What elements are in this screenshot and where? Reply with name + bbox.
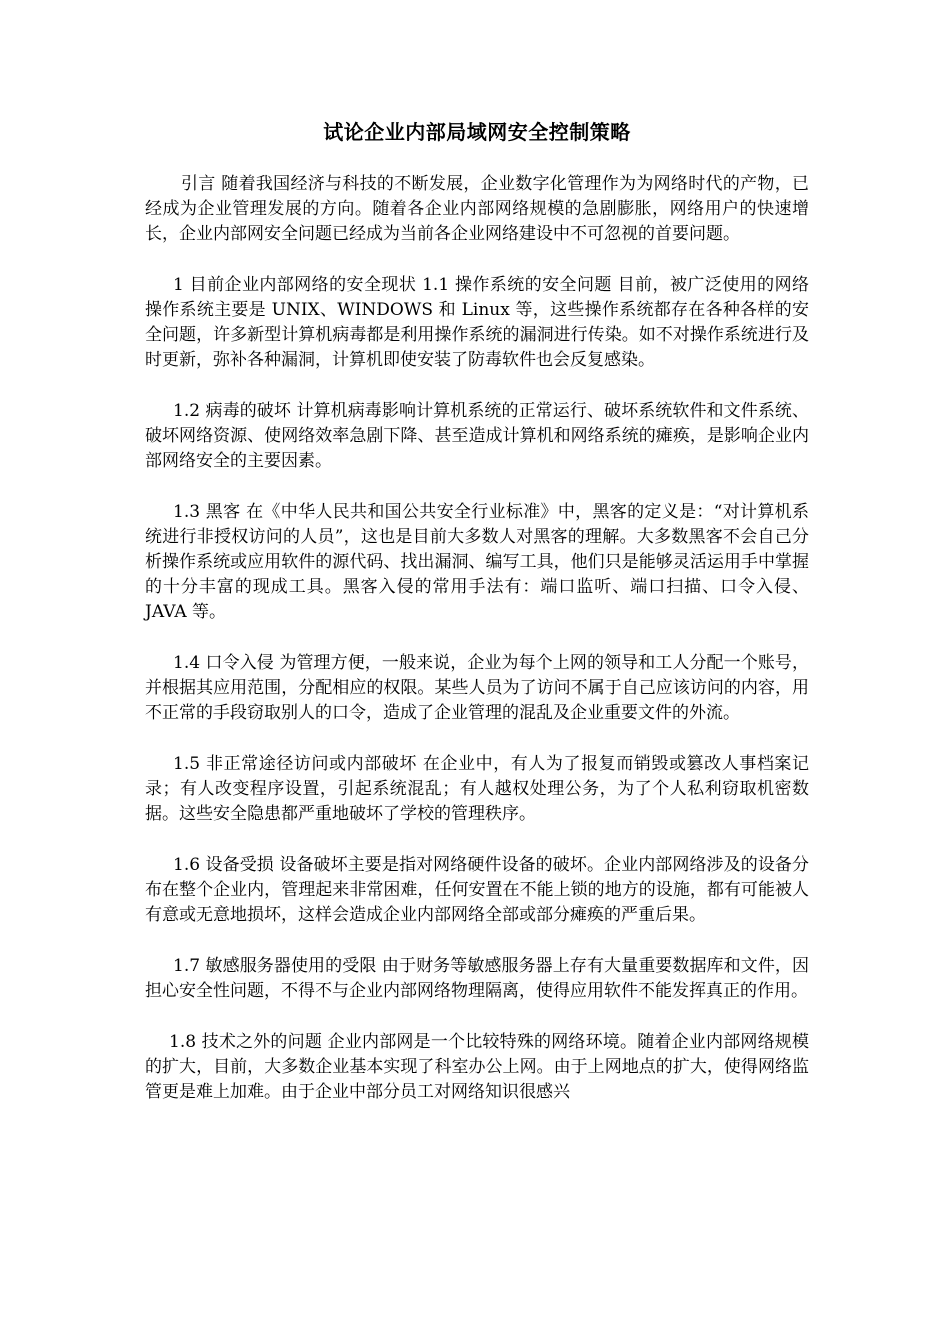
document-title: 试论企业内部局域网安全控制策略	[323, 120, 631, 144]
paragraph-1-1: 1 目前企业内部网络的安全现状 1.1 操作系统的安全问题 目前，被广泛使用的网络操作系统主要是 UNIX、WINDOWS 和 Linux 等，这些操作系统都存在各种各样的安全问题，许多新型计算机病毒都是利用操作系统的漏洞进行传染。如不对操作系统进行及时更新，弥补各种漏洞，计算机即使安装了防毒软件也会反复感染。	[145, 275, 809, 370]
paragraph-1-5: 1.5 非正常途径访问或内部破坏 在企业中，有人为了报复而销毁或篡改人事档案记录；有人改变程序设置，引起系统混乱；有人越权处理公务，为了个人私利窃取机密数据。这些安全隐患都严重地破坏了学校的管理秩序。	[145, 754, 809, 824]
document-page	[145, 118, 809, 1105]
paragraph-1-4: 1.4 口令入侵 为管理方便，一般来说，企业为每个上网的领导和工人分配一个账号，并根据其应用范围，分配相应的权限。某些人员为了访问不属于自己应该访问的内容，用不正常的手段窃取别人的口令，造成了企业管理的混乱及企业重要文件的外流。	[145, 653, 809, 723]
paragraph-1-2: 1.2 病毒的破坏 计算机病毒影响计算机系统的正常运行、破坏系统软件和文件系统、破坏网络资源、使网络效率急剧下降、甚至造成计算机和网络系统的瘫痪，是影响企业内部网络安全的主要因素。	[145, 401, 809, 471]
paragraph-1-6: 1.6 设备受损 设备破坏主要是指对网络硬件设备的破坏。企业内部网络涉及的设备分布在整个企业内，管理起来非常困难，任何安置在不能上锁的地方的设施，都有可能被人有意或无意地损坏，这样会造成企业内部网络全部或部分瘫痪的严重后果。	[145, 855, 809, 925]
paragraph-1-7: 1.7 敏感服务器使用的受限 由于财务等敏感服务器上存有大量重要数据库和文件，因担心安全性问题，不得不与企业内部网络物理隔离，使得应用软件不能发挥真正的作用。	[145, 956, 809, 1001]
paragraph-intro: 引言 随着我国经济与科技的不断发展，企业数字化管理作为为网络时代的产物，已经成为企业管理发展的方向。随着各企业内部网络规模的急剧膨胀，网络用户的快速增长，企业内部网安全问题已经成为当前各企业网络建设中不可忽视的首要问题。	[145, 174, 809, 244]
paragraph-1-8: 1.8 技术之外的问题 企业内部网是一个比较特殊的网络环境。随着企业内部网络规模的扩大，目前，大多数企业基本实现了科室办公上网。由于上网地点的扩大，使得网络监管更是难上加难。由于企业中部分员工对网络知识很感兴	[145, 1032, 809, 1102]
paragraph-1-3: 1.3 黑客 在《中华人民共和国公共安全行业标准》中，黑客的定义是：“对计算机系统进行非授权访问的人员”，这也是目前大多数人对黑客的理解。大多数黑客不会自己分析操作系统或应用软件的源代码、找出漏洞、编写工具，他们只是能够灵活运用手中掌握的十分丰富的现成工具。黑客入侵的常用手法有：端口监听、端口扫描、口令入侵、JAVA 等。	[145, 502, 809, 622]
